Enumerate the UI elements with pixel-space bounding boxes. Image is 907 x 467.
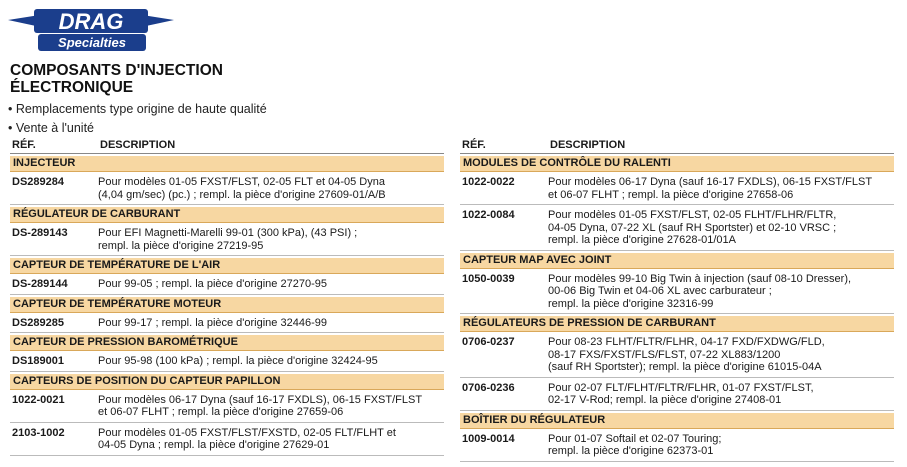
part-description bbox=[98, 427, 444, 452]
description-line: Pour 01-07 Softail et 02-07 Touring; bbox=[548, 432, 722, 445]
description-line: 08-17 FXS/FXST/FLS/FLST, 07-22 XL883/1200 bbox=[548, 348, 781, 361]
part-description bbox=[548, 273, 894, 311]
description-line: Pour modèles 01-05 FXST/FLST/FXSTD, 02-05 FLT/FLHT et bbox=[98, 426, 396, 439]
table-row bbox=[460, 332, 894, 378]
category-title: RÉGULATEUR DE CARBURANT bbox=[10, 207, 444, 223]
right-table-body bbox=[460, 156, 894, 462]
description-line: Pour 02-07 FLT/FLHT/FLTR/FLHR, 01-07 FXST/FLST, bbox=[548, 381, 814, 394]
description-line: et 06-07 FLHT ; rempl. la pièce d'origine 27659-06 bbox=[98, 406, 344, 418]
category-title: CAPTEUR DE TEMPÉRATURE MOTEUR bbox=[10, 297, 444, 313]
ref-header: RÉF. bbox=[462, 139, 486, 151]
part-number: 2103-1002 bbox=[12, 426, 65, 439]
table-header bbox=[460, 139, 894, 154]
part-number: 1022-0022 bbox=[462, 176, 515, 188]
part-description bbox=[98, 394, 444, 419]
part-number: DS-289143 bbox=[12, 227, 68, 239]
description-line: rempl. la pièce d'origine 32316-99 bbox=[548, 297, 714, 310]
table-row bbox=[10, 274, 444, 295]
part-number: DS189001 bbox=[12, 355, 64, 367]
part-number: DS289285 bbox=[12, 316, 64, 329]
description-line: (4,04 gm/sec) (pc.) ; rempl. la pièce d'origine 27609-01/A/B bbox=[98, 188, 386, 201]
bullet-item: • Remplacements type origine de haute qualité bbox=[8, 100, 267, 119]
category-section bbox=[460, 253, 894, 315]
description-line: Pour modèles 01-05 FXST/FLST, 02-05 FLT et 04-05 Dyna bbox=[98, 176, 385, 188]
part-description bbox=[548, 336, 894, 374]
category-section bbox=[460, 316, 894, 411]
table-row bbox=[10, 390, 444, 423]
part-description bbox=[98, 278, 444, 291]
part-description bbox=[548, 382, 894, 407]
description-header: DESCRIPTION bbox=[550, 139, 626, 151]
part-number: 1009-0014 bbox=[462, 432, 515, 445]
table-row bbox=[10, 351, 444, 372]
part-number: 1022-0084 bbox=[462, 209, 515, 221]
table-row bbox=[460, 429, 894, 462]
page-title bbox=[10, 62, 223, 96]
part-number: 0706-0237 bbox=[462, 336, 515, 348]
description-line: (sauf RH Sportster); rempl. la pièce d'origine 61015-04A bbox=[548, 361, 822, 373]
description-line: Pour 08-23 FLHT/FLTR/FLHR, 04-17 FXD/FXDWG/FLD, bbox=[548, 336, 825, 348]
part-number: DS-289144 bbox=[12, 278, 68, 290]
category-section bbox=[10, 335, 444, 372]
description-line: rempl. la pièce d'origine 62373-01 bbox=[548, 445, 714, 457]
part-description bbox=[98, 227, 444, 252]
description-line: 00-06 Big Twin et 04-06 XL avec carburateur ; bbox=[548, 285, 772, 297]
description-line: et 06-07 FLHT ; rempl. la pièce d'origine 27658-06 bbox=[548, 188, 794, 201]
table-row bbox=[460, 269, 894, 315]
bullet-item: • Vente à l'unité bbox=[8, 119, 267, 138]
category-section bbox=[10, 156, 444, 205]
left-table bbox=[10, 139, 444, 456]
left-table-body bbox=[10, 156, 444, 456]
drag-specialties-logo bbox=[6, 6, 176, 54]
table-row bbox=[10, 313, 444, 334]
category-title: INJECTEUR bbox=[10, 156, 444, 172]
description-header: DESCRIPTION bbox=[100, 139, 176, 151]
part-description bbox=[548, 176, 894, 201]
description-line: Pour 99-17 ; rempl. la pièce d'origine 32446-99 bbox=[98, 316, 327, 329]
description-line: Pour modèles 06-17 Dyna (sauf 16-17 FXDLS), 06-15 FXST/FLST bbox=[548, 176, 873, 188]
category-title: BOÎTIER DU RÉGULATEUR bbox=[460, 413, 894, 429]
category-title: CAPTEUR DE PRESSION BAROMÉTRIQUE bbox=[10, 335, 444, 351]
category-title: MODULES DE CONTRÔLE DU RALENTI bbox=[460, 156, 894, 172]
description-line: Pour EFI Magnetti-Marelli 99-01 (300 kPa), (43 PSI) ; bbox=[98, 227, 358, 239]
table-row bbox=[460, 378, 894, 411]
part-description bbox=[98, 355, 444, 368]
description-line: rempl. la pièce d'origine 27628-01/01A bbox=[548, 234, 736, 246]
title-line: COMPOSANTS D'INJECTION bbox=[10, 62, 223, 79]
part-description bbox=[548, 209, 894, 247]
category-title: CAPTEURS DE POSITION DU CAPTEUR PAPILLON bbox=[10, 374, 444, 390]
category-title: RÉGULATEURS DE PRESSION DE CARBURANT bbox=[460, 316, 894, 332]
feature-bullets bbox=[8, 100, 267, 138]
part-number: DS289284 bbox=[12, 176, 64, 188]
description-line: Pour 99-05 ; rempl. la pièce d'origine 27270-95 bbox=[98, 278, 327, 290]
part-number: 1022-0021 bbox=[12, 393, 65, 406]
description-line: 04-05 Dyna, 07-22 XL (sauf RH Sportster) et 02-10 VRSC ; bbox=[548, 221, 837, 234]
title-line: ÉLECTRONIQUE bbox=[10, 79, 134, 96]
category-section bbox=[10, 207, 444, 256]
description-line: Pour modèles 99-10 Big Twin à injection (sauf 08-10 Dresser), bbox=[548, 272, 852, 285]
category-section bbox=[460, 413, 894, 462]
part-number: 0706-0236 bbox=[462, 381, 515, 394]
table-row bbox=[460, 172, 894, 205]
description-line: Pour 95-98 (100 kPa) ; rempl. la pièce d'origine 32424-95 bbox=[98, 355, 378, 367]
category-section bbox=[10, 374, 444, 456]
category-title: CAPTEUR MAP AVEC JOINT bbox=[460, 253, 894, 269]
ref-header: RÉF. bbox=[12, 139, 36, 151]
description-line: Pour modèles 06-17 Dyna (sauf 16-17 FXDLS), 06-15 FXST/FLST bbox=[98, 393, 423, 406]
part-description bbox=[98, 317, 444, 330]
category-section bbox=[10, 297, 444, 334]
part-description bbox=[98, 176, 444, 201]
category-section bbox=[460, 156, 894, 251]
category-section bbox=[10, 258, 444, 295]
description-line: 02-17 V-Rod; rempl. la pièce d'origine 27408-01 bbox=[548, 394, 782, 406]
description-line: Pour modèles 01-05 FXST/FLST, 02-05 FLHT/FLHR/FLTR, bbox=[548, 209, 837, 221]
category-title: CAPTEUR DE TEMPÉRATURE DE L'AIR bbox=[10, 258, 444, 274]
description-line: 04-05 Dyna ; rempl. la pièce d'origine 27629-01 bbox=[98, 439, 330, 451]
part-description bbox=[548, 433, 894, 458]
part-number: 1050-0039 bbox=[462, 272, 515, 285]
table-header bbox=[10, 139, 444, 154]
table-row bbox=[460, 205, 894, 251]
description-line: rempl. la pièce d'origine 27219-95 bbox=[98, 239, 264, 252]
table-row bbox=[10, 223, 444, 256]
logo-specialties-text: Specialties bbox=[58, 35, 126, 50]
right-table bbox=[460, 139, 894, 462]
table-row bbox=[10, 423, 444, 456]
logo-drag-text: DRAG bbox=[58, 9, 124, 34]
table-row bbox=[10, 172, 444, 205]
